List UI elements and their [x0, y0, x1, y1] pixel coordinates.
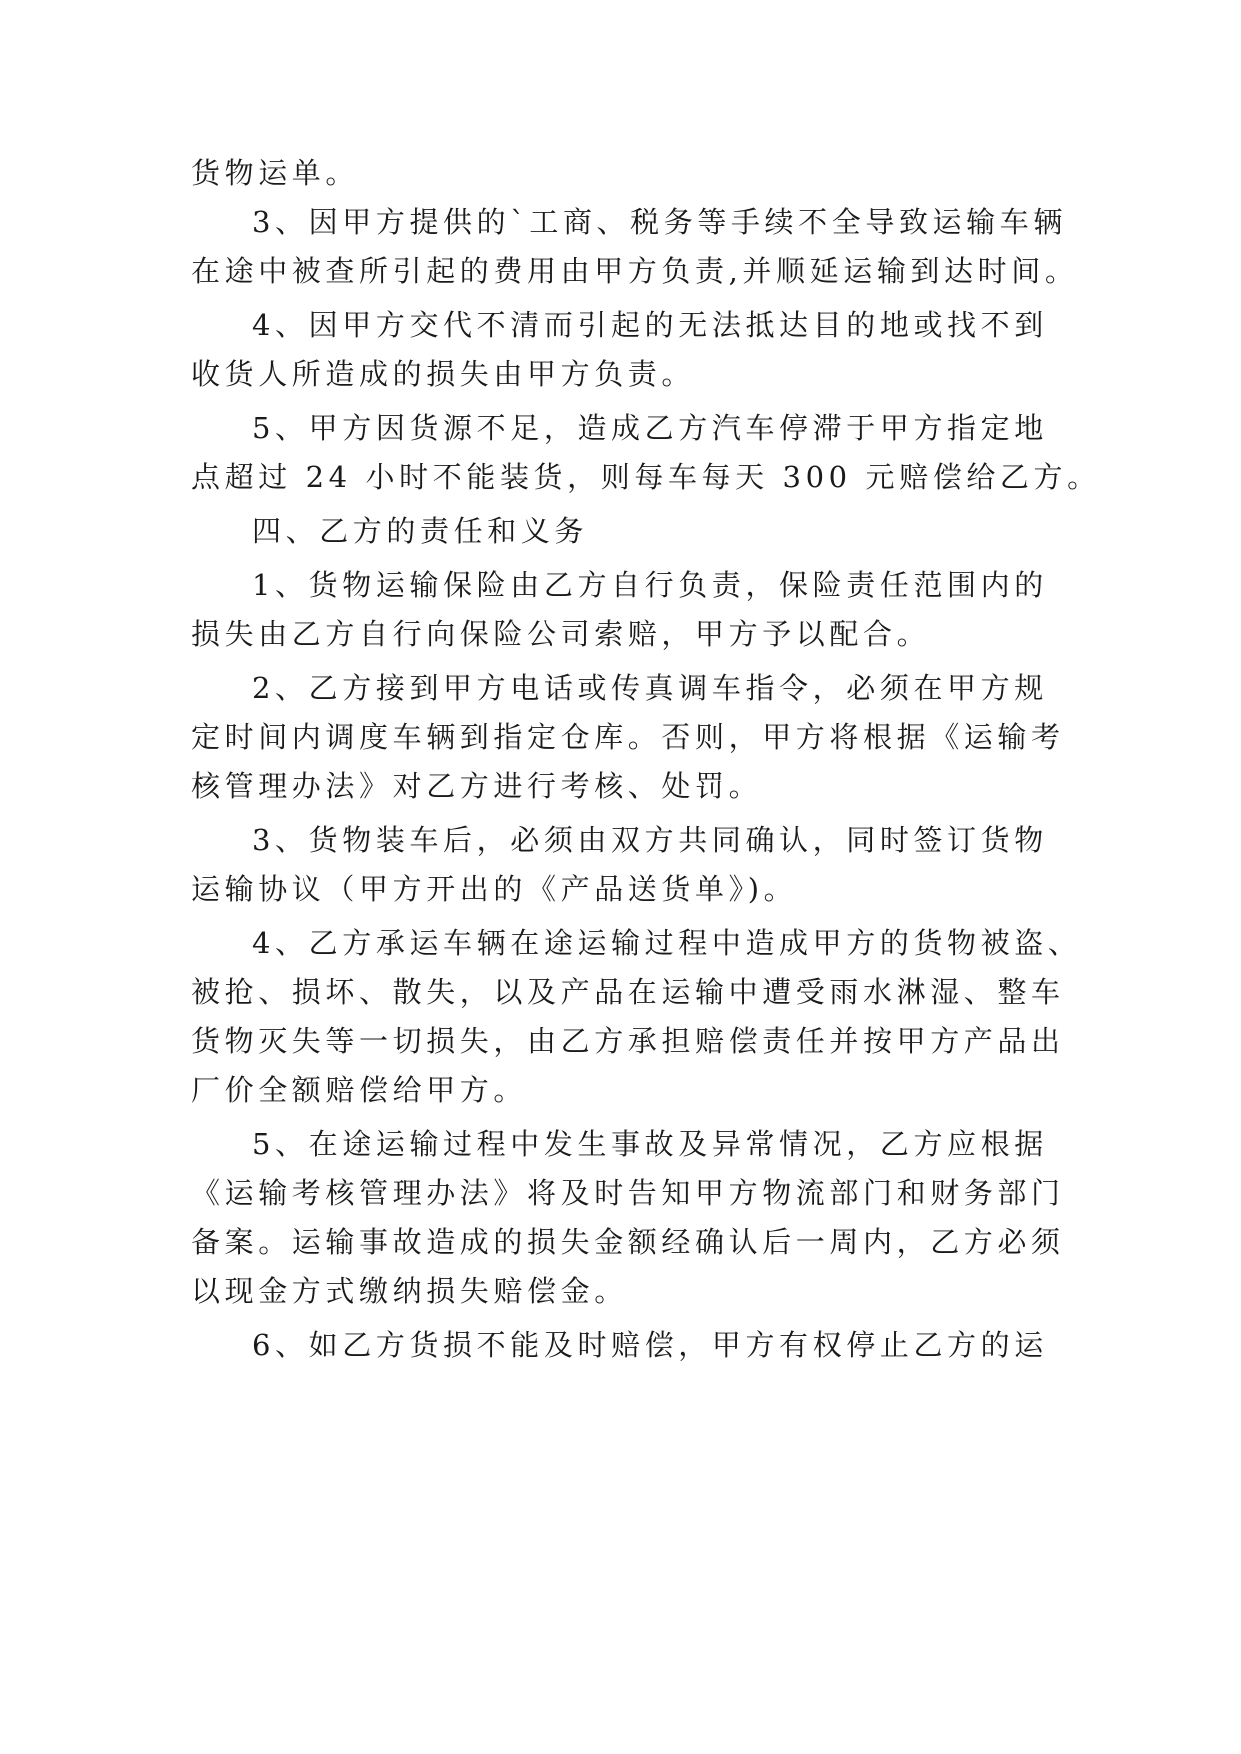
- section-heading: 四、乙方的责任和义务: [252, 514, 589, 548]
- text-line: 货物灭失等一切损失，由乙方承担赔偿责任并按甲方产品出: [191, 1024, 1065, 1058]
- text-line: 点超过 24 小时不能装货，则每车每天 300 元赔偿给乙方。: [191, 460, 1101, 494]
- text-line: 3、因甲方提供的`工商、税务等手续不全导致运输车辆: [252, 205, 1067, 239]
- text-line: 备案。运输事故造成的损失金额经确认后一周内，乙方必须: [191, 1225, 1065, 1259]
- text-line: 4、因甲方交代不清而引起的无法抵达目的地或找不到: [252, 308, 1048, 342]
- text-line: 被抢、损坏、散失，以及产品在运输中遭受雨水淋湿、整车: [191, 975, 1065, 1009]
- text-line: 厂价全额赔偿给甲方。: [191, 1073, 528, 1107]
- text-line: 收货人所造成的损失由甲方负责。: [191, 357, 696, 391]
- text-line: 以现金方式缴纳损失赔偿金。: [191, 1274, 628, 1308]
- text-line: 定时间内调度车辆到指定仓库。否则，甲方将根据《运输考: [191, 720, 1065, 754]
- text-line: 6、如乙方货损不能及时赔偿，甲方有权停止乙方的运: [252, 1328, 1048, 1362]
- text-line: 3、货物装车后，必须由双方共同确认，同时签订货物: [252, 823, 1048, 857]
- text-line: 《运输考核管理办法》将及时告知甲方物流部门和财务部门: [191, 1176, 1065, 1210]
- text-line: 损失由乙方自行向保险公司索赔，甲方予以配合。: [191, 617, 931, 651]
- text-line: 运输协议（甲方开出的《产品送货单》)。: [191, 872, 798, 906]
- text-line: 核管理办法》对乙方进行考核、处罚。: [191, 769, 763, 803]
- text-line: 5、甲方因货源不足，造成乙方汽车停滞于甲方指定地: [252, 411, 1048, 445]
- text-line: 在途中被查所引起的费用由甲方负责,并顺延运输到达时间。: [191, 254, 1079, 288]
- text-line: 1、货物运输保险由乙方自行负责，保险责任范围内的: [252, 568, 1048, 602]
- text-line: 货物运单。: [191, 156, 360, 190]
- text-line: 2、乙方接到甲方电话或传真调车指令，必须在甲方规: [252, 671, 1048, 705]
- text-line: 5、在途运输过程中发生事故及异常情况，乙方应根据: [252, 1127, 1048, 1161]
- text-line: 4、乙方承运车辆在途运输过程中造成甲方的货物被盗、: [252, 926, 1082, 960]
